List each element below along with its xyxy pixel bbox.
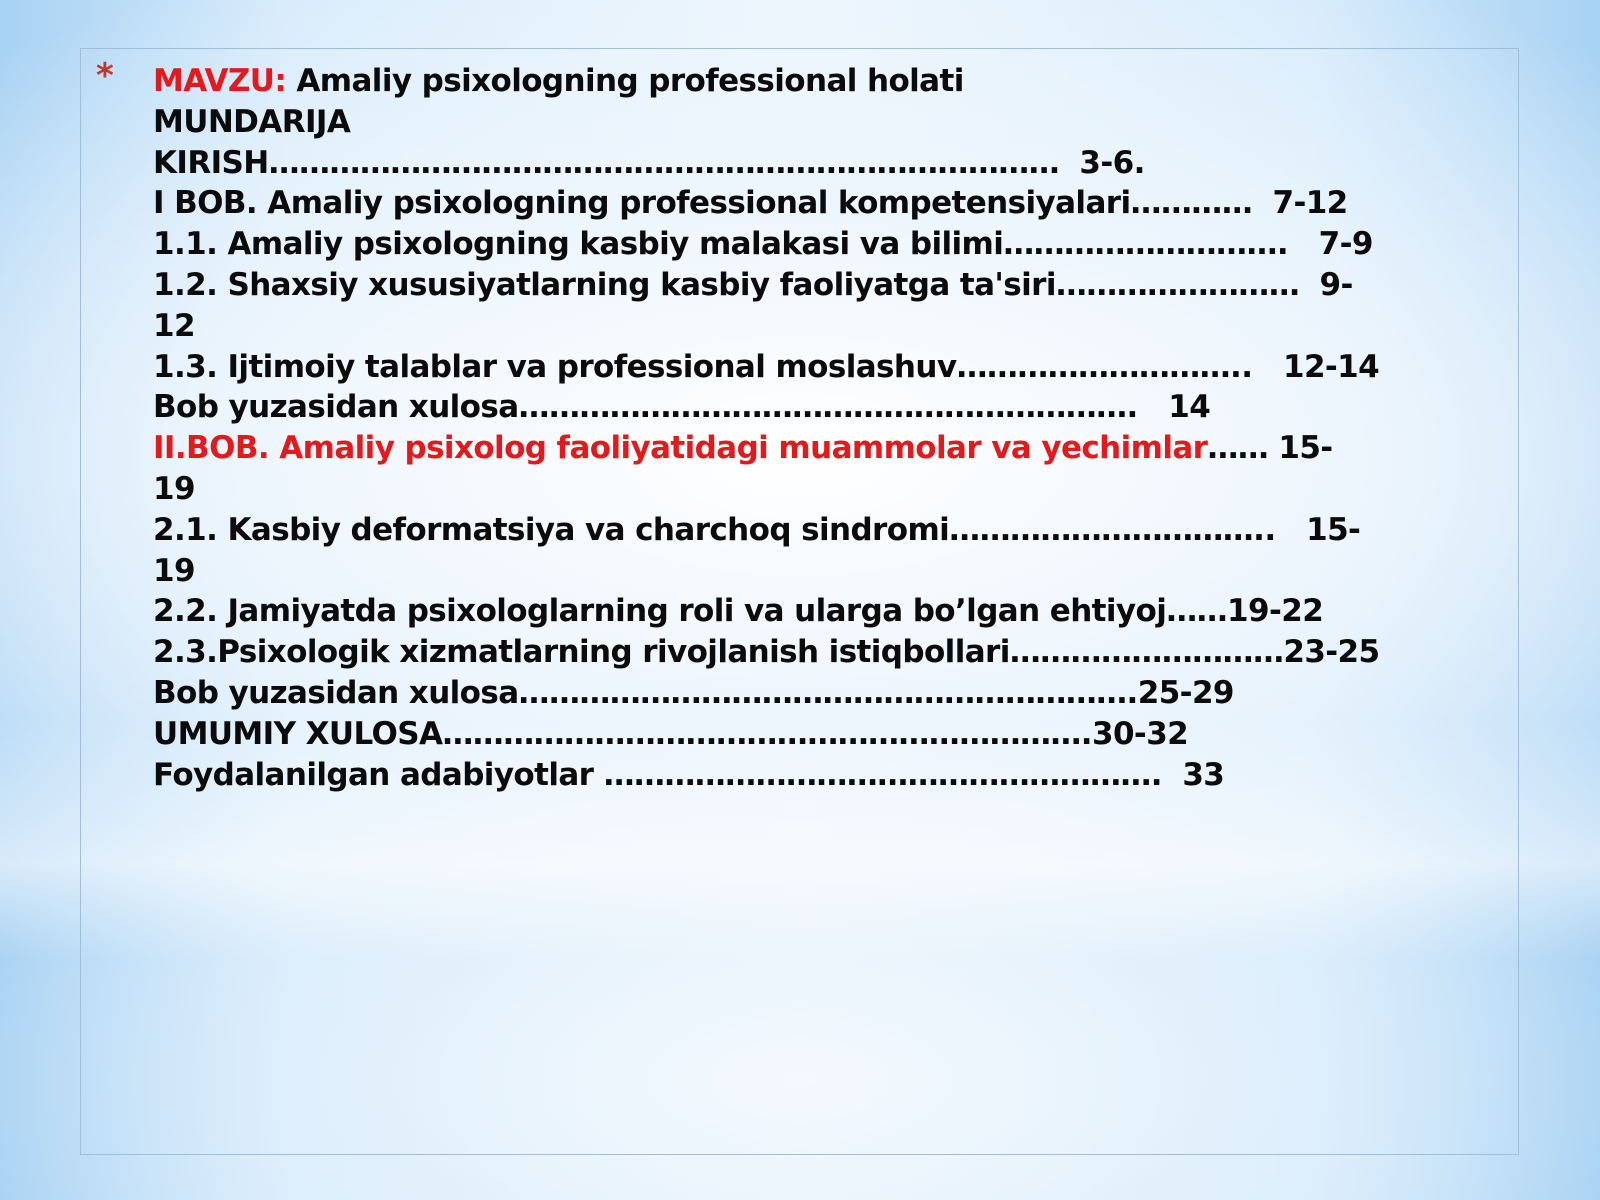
bullet-asterisk-icon: * [96, 56, 114, 96]
toc-heading: MUNDARIJA [153, 103, 351, 140]
toc-line-2-2: 2.2. Jamiyatda psixologlarning roli va ularga bo’lgan ehtiyoj……19-22 [153, 593, 1324, 630]
toc-line-1-3: 1.3. Ijtimoiy talablar va professional moslashuv……………………….. 12-14 [153, 348, 1380, 385]
toc-line-1-2-cont: 12 [153, 307, 195, 344]
toc-line-1-2: 1.2. Shaxsiy xususiyatlarning kasbiy faoliyatga ta'siri…………………… 9- [153, 266, 1353, 303]
toc-line-references: Foydalanilgan adabiyotlar ………………………………………………. 33 [153, 756, 1225, 793]
toc-line-ch1-conclusion: Bob yuzasidan xulosa……………………………………………………. 14 [153, 389, 1211, 426]
toc-line-2-1-cont: 19 [153, 552, 195, 589]
toc-line-general-conclusion: UMUMIY XULOSA……………………………………………………….30-32 [153, 715, 1189, 752]
toc-line-chapter-2 [153, 428, 1513, 469]
toc-line-2-1: 2.1. Kasbiy deformatsiya va charchoq sindromi………………………….. 15- [153, 511, 1361, 548]
topic-title: Amaliy psixologning professional holati [286, 63, 964, 99]
toc-line-chapter-2-cont: 19 [153, 470, 195, 507]
toc-line-1-1: 1.1. Amaliy psixologning kasbiy malakasi va bilimi………………………. 7-9 [153, 226, 1373, 263]
chapter-2-title: II.BOB. Amaliy psixolog faoliyatidagi muammolar va yechimlar [153, 430, 1208, 467]
chapter-2-pages: …… 15- [1207, 430, 1333, 467]
toc-line-2-3: 2.3.Psixologik xizmatlarning rivojlanish istiqbollari………………………23-25 [153, 634, 1380, 671]
slide-content [153, 61, 1513, 795]
toc-line-chapter-1: I BOB. Amaliy psixologning professional kompetensiyalari………… 7-12 [153, 185, 1348, 222]
toc-line-ch2-conclusion: Bob yuzasidan xulosa…………………………………………………….25-29 [153, 674, 1234, 711]
toc-line-intro: KIRISH…………………………………………………………………… 3-6. [153, 144, 1145, 181]
topic-label: MAVZU: [153, 63, 287, 99]
topic-line [153, 61, 1513, 102]
